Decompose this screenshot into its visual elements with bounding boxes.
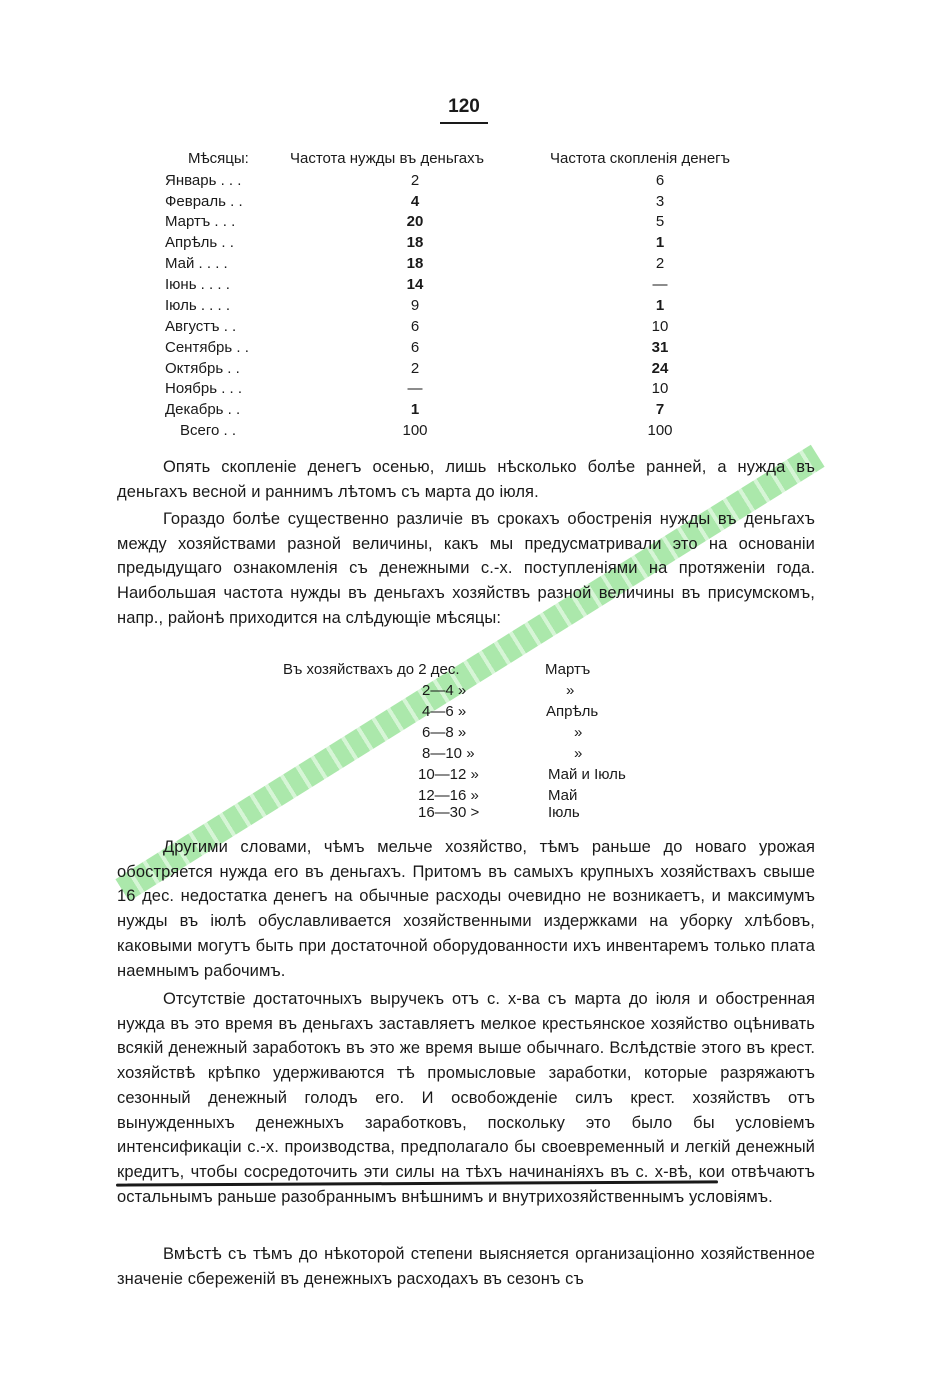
paragraph: Отсутствіе достаточныхъ выручекъ отъ с. х-ва съ марта до іюля и обостренная нужда въ это время въ деньгахъ заставляетъ мелкое крестьянское хозяйство оцѣнивать всякій денежный заработокъ въ это же время выше обычнаго. Вслѣдствіе этого въ крест. хозяйствѣ крѣпко удерживаются тѣ промысловые заработки, которые разряжаютъ сезонный денежный голодъ его. И освобожденіе силъ крест. хозяйствъ отъ вынужденныхъ денежныхъ заработковъ, поскольку это было бы условіемъ интенсификаціи с.-х. производства, предполагало бы своевременный и легкій денежный кредитъ, чтобы сосредоточить эти силы на тѣхъ начинаніяхъ въ с. х-вѣ, кои отвѣчаютъ остальнымъ раньше разобраннымъ внѣшнимъ и внутрихозяйственнымъ условіямъ. — [117, 990, 815, 1206]
need-cell: 20 — [406, 213, 424, 230]
month-cell: Мартъ . . . — [165, 213, 236, 230]
month-cell: Іюнь . . . . — [165, 276, 230, 293]
month-cell: Іюль — [548, 804, 580, 821]
table-row — [0, 297, 925, 317]
table-row — [0, 172, 925, 192]
savings-cell: 3 — [655, 193, 665, 210]
need-cell: 2 — [410, 360, 420, 377]
month-cell: Май . . . . — [165, 255, 228, 272]
savings-cell: 10 — [651, 318, 669, 335]
month-cell: Іюль . . . . — [165, 297, 230, 314]
savings-cell: — — [652, 276, 668, 293]
month-cell: Мартъ — [545, 661, 591, 678]
size-cell: 2—4 » — [422, 682, 467, 699]
size-cell: Въ хозяйствахъ до 2 дес. — [283, 661, 460, 678]
month-cell: » — [566, 682, 575, 699]
table-row — [0, 360, 925, 380]
table-header-need: Частота нужды въ деньгахъ — [290, 150, 485, 167]
month-cell: Ноябрь . . . — [165, 380, 243, 397]
need-cell: 100 — [402, 422, 428, 439]
paragraph: Вмѣстѣ съ тѣмъ до нѣкоторой степени выясняется организаціонно хозяйственное значеніе сбереженій въ денежныхъ расходахъ въ сезонъ съ — [117, 1245, 815, 1288]
savings-cell: 1 — [655, 297, 665, 314]
need-cell: 2 — [410, 172, 420, 189]
table-row-total — [0, 422, 925, 442]
size-cell: 6—8 » — [422, 724, 467, 741]
month-cell: » — [574, 724, 583, 741]
savings-cell: 1 — [655, 234, 665, 251]
size-cell: 4—6 » — [422, 703, 467, 720]
month-cell: Октябрь . . — [165, 360, 240, 377]
table-row — [0, 193, 925, 213]
month-cell: Май — [548, 787, 578, 804]
need-cell: 14 — [406, 276, 424, 293]
table-row — [0, 255, 925, 275]
savings-cell: 5 — [655, 213, 665, 230]
table-row — [0, 339, 925, 359]
month-cell: Всего . . — [180, 422, 237, 439]
month-cell: Августъ . . — [165, 318, 237, 335]
month-cell: Декабрь . . — [165, 401, 241, 418]
table-row — [0, 234, 925, 254]
table-row — [0, 276, 925, 296]
month-cell: Январь . . . — [165, 172, 242, 189]
savings-cell: 10 — [651, 380, 669, 397]
table-row — [0, 318, 925, 338]
need-cell: 6 — [410, 339, 420, 356]
month-cell: Апрѣль . . — [165, 234, 234, 251]
month-cell: » — [574, 745, 583, 762]
savings-cell: 100 — [647, 422, 673, 439]
need-cell: 4 — [410, 193, 420, 210]
paragraph: Опять скопленіе денегъ осенью, лишь нѣсколько болѣе ранней, а нужда въ деньгахъ весной и раннимъ лѣтомъ съ марта до іюля. — [117, 458, 815, 501]
need-cell: — — [407, 380, 423, 397]
size-cell: 8—10 » — [422, 745, 475, 762]
savings-cell: 7 — [655, 401, 665, 418]
month-cell: Февраль . . — [165, 193, 243, 210]
table-row — [0, 213, 925, 233]
need-cell: 9 — [410, 297, 420, 314]
size-cell: 16—30 > — [418, 804, 480, 821]
month-cell: Сентябрь . . — [165, 339, 249, 356]
size-cell: 12—16 » — [418, 787, 479, 804]
table-row — [0, 401, 925, 421]
month-cell: Май и Іюль — [548, 766, 626, 783]
paragraph: Другими словами, чѣмъ мельче хозяйство, тѣмъ раньше до новаго урожая обостряется нужда его въ деньгахъ. Притомъ въ самыхъ крупныхъ хозяйствахъ свыше 16 дес. недостатка денегъ на обычные расходы очевидно не возникаетъ, и максимумъ нужды въ іюлѣ обуславливается хозяйственными издержками на уборку хлѣбовъ, каковыми могутъ быть при достаточной оборудованности ихъ инвентаремъ только плата наемнымъ рабочимъ. — [117, 838, 815, 980]
need-cell: 18 — [406, 255, 424, 272]
table-header-months: Мѣсяцы: — [188, 150, 249, 167]
savings-cell: 31 — [651, 339, 669, 356]
size-cell: 10—12 » — [418, 766, 479, 783]
table-header-savings: Частота скопленія денегъ — [550, 150, 731, 167]
savings-cell: 2 — [655, 255, 665, 272]
need-cell: 1 — [410, 401, 420, 418]
month-cell: Апрѣль — [546, 703, 599, 720]
savings-cell: 24 — [651, 360, 669, 377]
page-number: 120 — [448, 96, 480, 117]
page-number-rule — [440, 122, 488, 124]
paragraph: Гораздо болѣе существенно различіе въ срокахъ обостренія нужды въ деньгахъ между хозяйствами разной величины, какъ мы предусматривали это на основаніи предыдущаго ознакомленія съ денежными с.-х. поступленіями на протяженіи года. Наибольшая частота нужды въ деньгахъ хозяйствъ разной величины въ присумскомъ, напр., районѣ приходится на слѣдующіе мѣсяцы: — [117, 510, 815, 627]
savings-cell: 6 — [655, 172, 665, 189]
table-row — [0, 380, 925, 400]
need-cell: 6 — [410, 318, 420, 335]
need-cell: 18 — [406, 234, 424, 251]
